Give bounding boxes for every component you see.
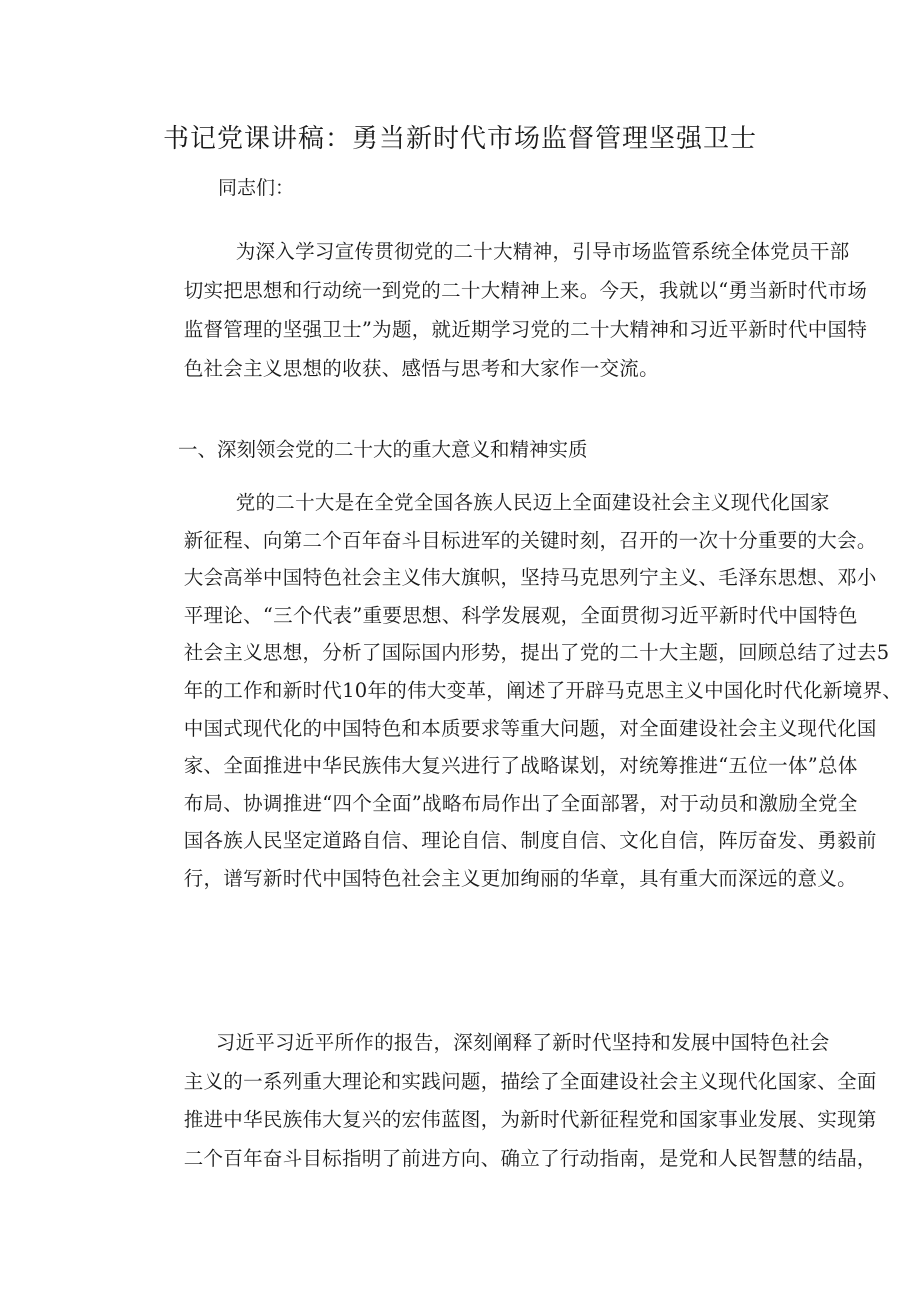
- text-line: 年的工作和新时代10年的伟大变革，阐述了开辟马克思主义中国化时代化新境界、: [183, 678, 903, 702]
- text-line: 推进中华民族伟大复兴的宏伟蓝图，为新时代新征程党和国家事业发展、实现第: [183, 1108, 877, 1131]
- text-line: 平理论、“三个代表”重要思想、科学发展观，全面贯彻习近平新时代中国特色: [183, 603, 858, 627]
- text-line: 新征程、向第二个百年奋斗目标进军的关键时刻，召开的一次十分重要的大会。: [183, 528, 877, 552]
- body-paragraph-1: [133, 484, 903, 898]
- text-line: 主义的一系列重大理论和实践问题，描绘了全面建设社会主义现代化国家、全面: [183, 1069, 877, 1093]
- text-line: 切实把思想和行动统一到党的二十大精神上来。今天，我就以“勇当新时代市场: [183, 279, 868, 302]
- text-line: 为深入学习宣传贯彻党的二十大精神，引导市场监管系统全体党员干部: [235, 240, 850, 263]
- text-line: 社会主义思想，分析了国际国内形势，提出了党的二十大主题，回顾总结了过去5: [183, 641, 890, 665]
- text-line: 家、全面推进中华民族伟大复兴进行了战略谋划，对统筹推进“五位一体”总体: [183, 754, 858, 778]
- text-line: 二个百年奋斗目标指明了前进方向、确立了行动指南，是党和人民智慧的结晶，: [183, 1146, 877, 1170]
- text-line: 色社会主义思想的收获、感悟与思考和大家作一交流。: [183, 357, 659, 380]
- section-heading: 一、深刻领会党的二十大的重大意义和精神实质: [178, 438, 588, 461]
- body-paragraph-2: [133, 1024, 877, 1178]
- text-line: 国各族人民坚定道路自信、理论自信、制度自信、文化自信，阵厉奋发、勇毅前: [183, 829, 877, 853]
- document-title: 书记党课讲稿：勇当新时代市场监督管理坚强卫士: [162, 124, 757, 154]
- text-line: 布局、协调推进“四个全面”战略布局作出了全面部署，对于动员和激励全党全: [183, 791, 858, 815]
- text-line: 大会高举中国特色社会主义伟大旗帜，坚持马克思列宁主义、毛泽东思想、邓小: [183, 566, 877, 590]
- text-line: 习近平习近平所作的报告，深刻阐释了新时代坚持和发展中国特色社会: [215, 1031, 830, 1054]
- text-line: 行，谱写新时代中国特色社会主义更加绚丽的华章，具有重大而深远的意义。: [183, 866, 857, 890]
- text-line: 监督管理的坚强卫士”为题，就近期学习党的二十大精神和习近平新时代中国特: [183, 318, 868, 341]
- text-line: 党的二十大是在全党全国各族人民迈上全面建设社会主义现代化国家: [235, 491, 830, 514]
- salutation: 同志们：: [218, 177, 295, 199]
- intro-paragraph: [133, 232, 868, 388]
- text-line: 中国式现代化的中国特色和本质要求等重大问题，对全面建设社会主义现代化国: [183, 716, 877, 740]
